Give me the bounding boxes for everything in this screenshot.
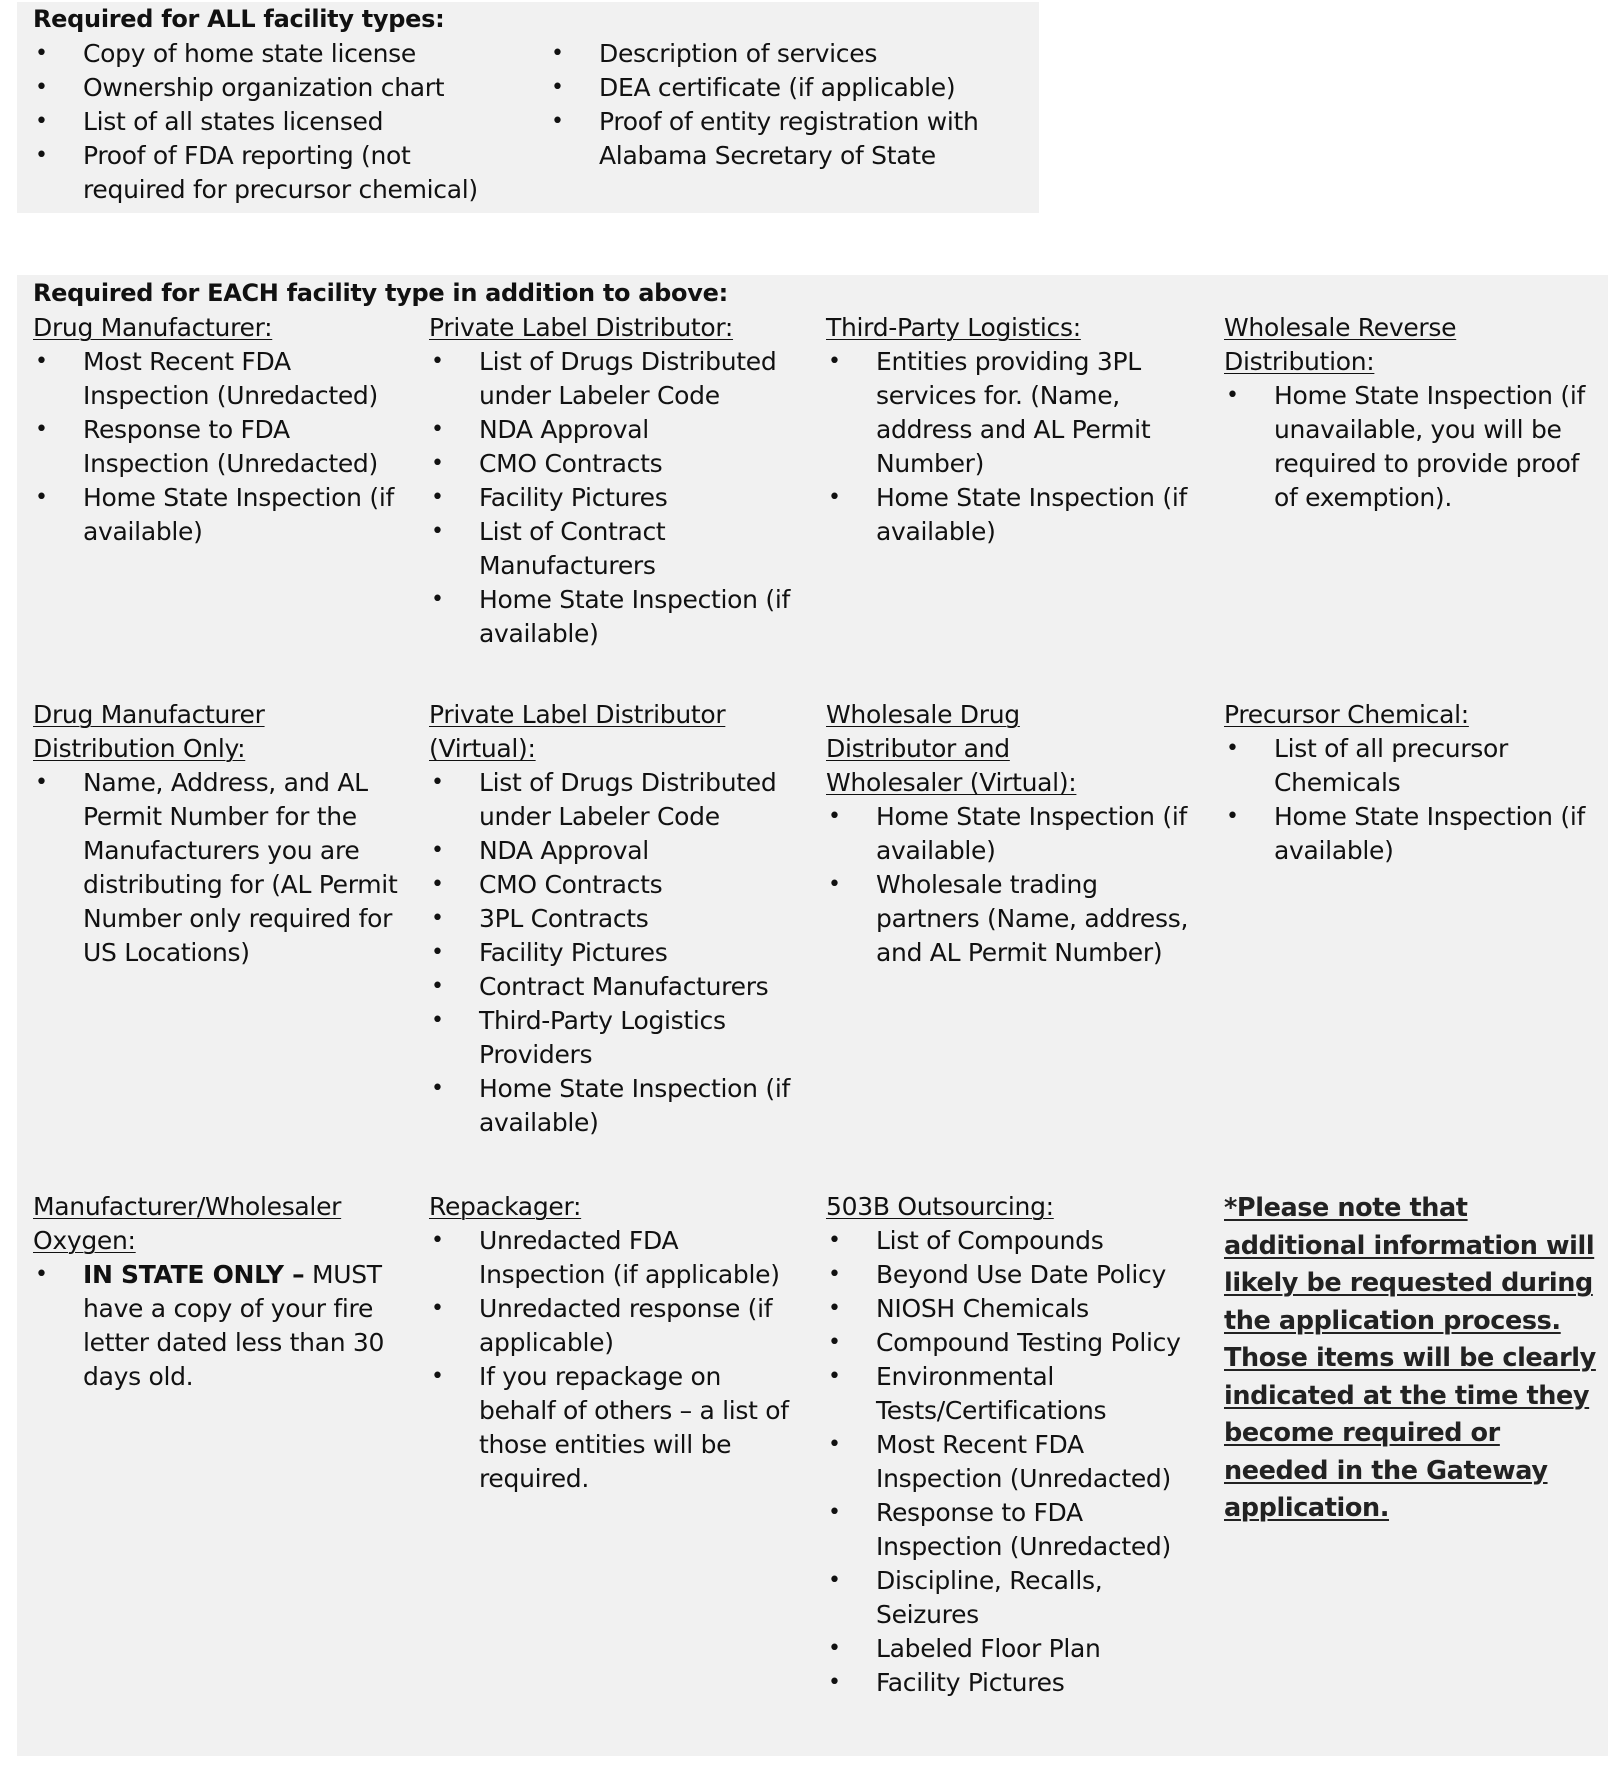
list-item: • NDA Approval	[429, 834, 804, 868]
list-item: • Beyond Use Date Policy	[826, 1258, 1198, 1292]
list-item: • Home State Inspection (if available)	[828, 802, 1187, 865]
bullet-icon: •	[828, 1330, 841, 1355]
list-item: • CMO Contracts	[429, 868, 804, 902]
list-item: • Most Recent FDA Inspection (Unredacted)	[35, 347, 378, 410]
bullet-icon: •	[431, 1296, 444, 1321]
section-title: Wholesale Drug Distributor and Wholesaler (Virtual):	[826, 700, 1077, 797]
bullet-icon: •	[828, 1364, 841, 1389]
list-item: • Home State Inspection (if available)	[1226, 802, 1585, 865]
list-item: • Compound Testing Policy	[826, 1326, 1198, 1360]
bullet-icon: •	[1226, 804, 1239, 829]
section-drug-manufacturer-distribution-only	[33, 698, 403, 970]
bullet-icon: •	[828, 1296, 841, 1321]
list-item: • If you repackage on behalf of others – a list of those entities will be required.	[431, 1362, 789, 1493]
bullet-icon: •	[431, 940, 444, 965]
bullet-icon: •	[828, 349, 841, 374]
bullet-icon: •	[431, 872, 444, 897]
bullet-icon: •	[828, 1500, 841, 1525]
bullet-icon: •	[35, 143, 48, 168]
bullet-icon: •	[828, 1432, 841, 1457]
list-item: • Contract Manufacturers	[429, 970, 804, 1004]
list-item: • Labeled Floor Plan	[826, 1632, 1198, 1666]
in-state-only-label: IN STATE ONLY –	[83, 1260, 305, 1289]
bullet-icon: •	[431, 1228, 444, 1253]
section-wholesale-reverse-distribution	[1224, 311, 1596, 515]
bullet-icon: •	[431, 519, 444, 544]
all-types-heading: Required for ALL facility types:	[33, 5, 445, 33]
section-repackager	[429, 1190, 804, 1496]
section-title: Third-Party Logistics:	[826, 313, 1081, 342]
list-item: • Facility Pictures	[826, 1666, 1198, 1700]
list-item: • Home State Inspection (if available)	[431, 1074, 790, 1137]
bullet-icon: •	[551, 75, 564, 100]
bullet-icon: •	[35, 1262, 48, 1287]
list-item: • Wholesale trading partners (Name, address, and AL Permit Number)	[828, 870, 1189, 967]
bullet-icon: •	[35, 485, 48, 510]
section-third-party-logistics	[826, 311, 1198, 549]
list-item: • Response to FDA Inspection (Unredacted)	[828, 1498, 1171, 1561]
section-title: Private Label Distributor (Virtual):	[429, 700, 726, 763]
list-item: • Proof of FDA reporting (not required for precursor chemical)	[35, 141, 478, 204]
section-private-label-distributor	[429, 311, 804, 651]
section-manufacturer-wholesaler-oxygen	[33, 1190, 403, 1394]
bullet-icon: •	[35, 349, 48, 374]
bullet-icon: •	[828, 1262, 841, 1287]
list-item: • Proof of entity registration with Alabama Secretary of State	[551, 107, 979, 170]
bullet-icon: •	[431, 485, 444, 510]
section-title: Manufacturer/Wholesaler Oxygen:	[33, 1192, 342, 1255]
each-type-heading: Required for EACH facility type in addition to above:	[33, 279, 728, 307]
list-item: • 3PL Contracts	[429, 902, 804, 936]
list-item: • Ownership organization chart	[33, 71, 513, 105]
section-title: Precursor Chemical:	[1224, 700, 1469, 729]
bullet-icon: •	[431, 451, 444, 476]
list-item: • CMO Contracts	[429, 447, 804, 481]
list-item: • Discipline, Recalls, Seizures	[828, 1566, 1103, 1629]
list-item: • Response to FDA Inspection (Unredacted)	[35, 415, 378, 478]
list-item: • Environmental Tests/Certifications	[828, 1362, 1107, 1425]
list-item: • Copy of home state license	[33, 37, 513, 71]
list-item: • List of all states licensed	[33, 105, 513, 139]
bullet-icon: •	[35, 770, 48, 795]
list-item: • Facility Pictures	[429, 481, 804, 515]
bullet-icon: •	[828, 485, 841, 510]
bullet-icon: •	[551, 109, 564, 134]
list-item: • Home State Inspection (if available)	[828, 483, 1187, 546]
list-item: • List of Drugs Distributed under Labeler Code	[431, 347, 777, 410]
section-drug-manufacturer	[33, 311, 403, 549]
bullet-icon: •	[431, 1076, 444, 1101]
list-item: • Entities providing 3PL services for. (Name, address and AL Permit Number)	[828, 347, 1151, 478]
list-item: • NDA Approval	[429, 413, 804, 447]
bullet-icon: •	[431, 349, 444, 374]
list-item: • Description of services	[549, 37, 1009, 71]
bullet-icon: •	[1226, 383, 1239, 408]
bullet-icon: •	[35, 41, 48, 66]
bullet-icon: •	[828, 1568, 841, 1593]
section-title: Drug Manufacturer Distribution Only:	[33, 700, 265, 763]
list-item: • DEA certificate (if applicable)	[549, 71, 1009, 105]
list-item: • Name, Address, and AL Permit Number for the Manufacturers you are distributing for (AL Permit Number only required for US Locations)	[35, 768, 398, 967]
bullet-icon: •	[431, 838, 444, 863]
bullet-icon: •	[828, 804, 841, 829]
list-item: • Most Recent FDA Inspection (Unredacted)	[828, 1430, 1171, 1493]
bullet-icon: •	[828, 872, 841, 897]
bullet-icon: •	[431, 974, 444, 999]
list-item: • List of Contract Manufacturers	[431, 517, 666, 580]
list-item: • Third-Party Logistics Providers	[431, 1006, 726, 1069]
bullet-icon: •	[431, 417, 444, 442]
bullet-icon: •	[431, 1008, 444, 1033]
section-title: Wholesale Reverse Distribution:	[1224, 313, 1457, 376]
list-item: • List of Compounds	[826, 1224, 1198, 1258]
bullet-icon: •	[35, 109, 48, 134]
bullet-icon: •	[35, 75, 48, 100]
list-item: • Home State Inspection (if unavailable, you will be required to provide proof of exemption).	[1226, 381, 1585, 512]
bullet-icon: •	[828, 1670, 841, 1695]
bullet-icon: •	[431, 906, 444, 931]
bullet-icon: •	[431, 1364, 444, 1389]
list-item: • IN STATE ONLY – MUST have a copy of your fire letter dated less than 30 days old.	[35, 1260, 385, 1391]
list-item: • Facility Pictures	[429, 936, 804, 970]
list-item: • Unredacted FDA Inspection (if applicable)	[431, 1226, 780, 1289]
bullet-icon: •	[35, 417, 48, 442]
bullet-icon: •	[431, 770, 444, 795]
bullet-icon: •	[828, 1228, 841, 1253]
section-title: Repackager:	[429, 1192, 582, 1221]
list-item: • NIOSH Chemicals	[826, 1292, 1198, 1326]
list-item: • Unredacted response (if applicable)	[431, 1294, 773, 1357]
list-item: • List of Drugs Distributed under Labeler Code	[431, 768, 777, 831]
section-wholesale-drug-distributor-virtual	[826, 698, 1198, 970]
list-item: • Home State Inspection (if available)	[35, 483, 394, 546]
bullet-icon: •	[828, 1636, 841, 1661]
list-item: • List of all precursor Chemicals	[1226, 734, 1508, 797]
bullet-icon: •	[551, 41, 564, 66]
all-types-right-list	[549, 37, 1009, 173]
bullet-icon: •	[1226, 736, 1239, 761]
all-types-left-list	[33, 37, 513, 207]
section-title: 503B Outsourcing:	[826, 1192, 1054, 1221]
section-title: Drug Manufacturer:	[33, 313, 273, 342]
list-item: • Home State Inspection (if available)	[431, 585, 790, 648]
additional-info-note: *Please note that additional information will likely be requested during the application process. Those items will be clearly indicated at the time they become required or needed in the Gateway application.	[1224, 1193, 1596, 1523]
section-title: Private Label Distributor:	[429, 313, 734, 342]
section-503b-outsourcing	[826, 1190, 1198, 1700]
section-private-label-distributor-virtual	[429, 698, 804, 1140]
bullet-icon: •	[431, 587, 444, 612]
section-precursor-chemical	[1224, 698, 1596, 868]
